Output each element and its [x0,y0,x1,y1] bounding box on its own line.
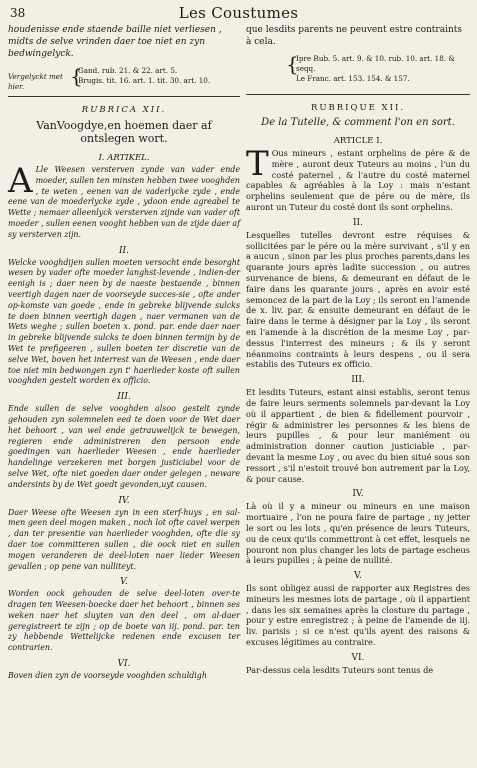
brace-glyph: { [286,52,299,76]
left-carryover-text: houdenisse ende staende baille niet verliesen , midts de selve vrinden daer toe niet en zyn bedwingelyck. [8,25,222,59]
right-carryover-text: que lesdits parents ne peuvent estre contraints à cela. [246,25,463,47]
flemish-column [8,24,240,682]
left-ref-line: Brugis. tit. 16. art. 1. tit. 30. art. 10. [78,76,211,85]
right-paragraph-2: Lesquelles tutelles devront estre réquises & sollicitées par le pére ou la mère survivant , s'il y en a aucun , sinon par les plus proches parents,dans les quarante jours après ladite succession , ou autres survenance de biens, & demeurant en défaut de le faire dans les quarante jours , après en avoir esté semoncez de la part de la Loy ; ils seront en l'amende de x. liv. par. & ensuite demeurant en défaut de le faire dans le terme à désigner par la Loy , ils seront en l'amende à la discrétion de la mesme Loy , par-dessus l'interrest des mineurs ; & ils y seront néanmoins contraints à leurs despens , ou il sera establis des Tuteurs ex officio. [246,229,470,370]
right-references [246,54,470,84]
right-divider-rule [246,94,470,95]
right-drop-cap: T [246,144,269,184]
right-section-number: VI. [351,652,365,663]
right-paragraph-4: Là où il y a mineur ou mineurs en une maison mortuaire , l'on ne poura faire de partage , ny jetter le sort ou les lots , qu'en présence de leurs Tuteurs, ou de ceux qu'ils commettront à cet effet, lesquels ne pouront non plus changer les lots de partage escheus à leurs pupilles ; à peine de nullité. [246,501,470,566]
right-section-number: III. [351,375,365,386]
right-section-number: V. [354,571,362,582]
left-rubric-heading: RUBRICA XII. [81,105,167,115]
right-section-number: II. [353,217,363,228]
left-section-number: II. [119,245,129,256]
right-paragraph-1 [246,144,470,213]
right-rubric-heading: RUBRIQUE XII. [310,103,406,113]
left-article-heading: I. ARTIKEL. [98,153,150,163]
french-column [246,24,470,676]
brace-glyph: { [70,64,83,88]
page-number: 38 [10,6,26,20]
left-paragraph-5: Worden oock gehouden de selve deel-loten over-te dragen ten Weesen-boecke daer het behoort , binnen ses weken naer het sluyten van den deel , om al-daer geregistreert te zijn ; op de boete van iij. pond. par. ten zy hebbende Wettelijcke redenen ende excusen ter contrarien. [8,589,240,653]
page-header [0,4,477,24]
right-ref-line: Ipre Rub. 5. art. 9. & 10. rub. 10. art. 18. & seqq. [296,54,455,73]
right-rubric-subtitle: De la Tutelle, & comment l'on en sort. [261,117,455,128]
left-section-number: III. [117,392,131,403]
left-paragraph-3: Ende sullen de selve vooghden alsoo gestelt zynde gehouden zyn solemnelen eed te doen voor de Wet daer het behoort , van wel ende getrauwelijck te bewegen, regieren ende administreren den persoon ende goedingen van haerlieder Weesen , ende haerlieder handelinge verzekeren met borgen justiciabel voor de selve Wet, ofte niet goeden daer onder gelegen , neware andersints by de Wet goedt gevonden,uyt causen. [8,404,240,489]
left-section-number: VI. [117,659,131,670]
left-refs-label: Vergelyckt met hier. [8,72,63,91]
left-paragraph-1-text: Lle Weesen versterven zynde van vader ende moeder, sullen ten minsten hebben twee vooghden , te weten , eenen van de vaderlycke zyde , ende eene van de moederlycke zyde , ydoon ende agreabel te Wette ; nemaer alleenlyck versterven zijnde van vader oft moeder , sullen eenen vooght hebben van de zijde daer af sy versterven zijn. [8,165,240,239]
left-paragraph-6: Boven dien zyn de voorseyde vooghden schuldigh [8,671,207,681]
left-section-number: IV. [118,495,130,506]
right-section-number: IV. [352,489,364,500]
right-paragraph-3: Et lesdits Tuteurs, estant ainsi establis, seront tenus de faire leurs serments solemnels par-devant la Loy où il appartient , de bien & fidellement pourvoir , régir & administrer les personnes & les biens de leurs pupilles , & pour leur maniément ou administration donner caution justiciable , par-devant la mesme Loy , ou avec du bien situé sous son ressort , s'il n'estoit trouvé bon autrement par la Loy, & pour cause. [246,387,470,484]
left-references [8,64,240,91]
left-rubric-subtitle: VanVoogdye,en hoemen daer af ontslegen wort. [36,119,212,145]
right-paragraph-5: Ils sont obligez aussi de rapporter aux Registres des mineurs les mesmes lots de partage , où il appartient , dans les six semaines après la closture du partage , pour y estre enregistrez ; à peine de l'amende de iij. liv. parisis ; si ce n'est qu'ils ayent des raisons & excuses légitimes au contraire. [246,583,470,648]
running-title: Les Coustumes [178,4,299,22]
left-paragraph-1 [8,161,240,241]
right-article-heading: ARTICLE I. [333,136,383,146]
left-section-number: V. [120,577,128,588]
left-drop-cap: A [8,161,33,201]
right-paragraph-6: Par-dessus cela lesdits Tuteurs sont tenus de [246,664,434,675]
left-ref-line: Gand. rub. 21. & 22. art. 5. [78,66,178,75]
right-paragraph-1-text: Ous mineurs , estant orphelins de pére & de mère , auront deux Tuteurs au moins , l'un du costé paternel , & l'autre du costé maternel capables & agréables à la Loy : mais n'estant orphelins seulement que de pére ou de mère, ils auront un Tuteur du costé dont ils sont orphelins. [246,148,470,212]
left-paragraph-4: Daer Weese ofte Weesen zyn in een sterf-huys , en sal-men geen deel mogen maken , noch lot ofte cavel werpen , dan ter presentie van haerlieder vooghden, ofte die sy daer toe committeren sullen , die oock niet en sullen mogen veranderen de deel-loten naer lieder Weesen gevallen ; op pene van nulliteyt. [8,507,240,571]
right-ref-line: Le Franc. art. 153. 154. & 157. [296,74,410,83]
left-paragraph-2: Welcke vooghdijen sullen moeten versocht ende besorght wesen by vader ofte moeder langhst-levende , indien-der eenigh is ; daer neen by de naeste bestaende , binnen veertigh dagen naer de voorseyde succes-sie , ofte ander op-komste van goede , ende in gebreke blijvende sulcks te doen binnen veertigh dagen , naer vermanen van de Wets weghe ; sullen boeten x. pond. par. ende daer naer in gebreke blijvende sulcks te doen binnen termijn by de Wet te prefigeeren , sullen boeten ter discretie van de selve Wet, boven het interrest van de Weesen , ende daer toe niet min bedwongen zyn t' haerlieder koste oft sullen vooghden gestelt worden ex officio. [8,257,240,386]
left-divider-rule [8,96,240,97]
